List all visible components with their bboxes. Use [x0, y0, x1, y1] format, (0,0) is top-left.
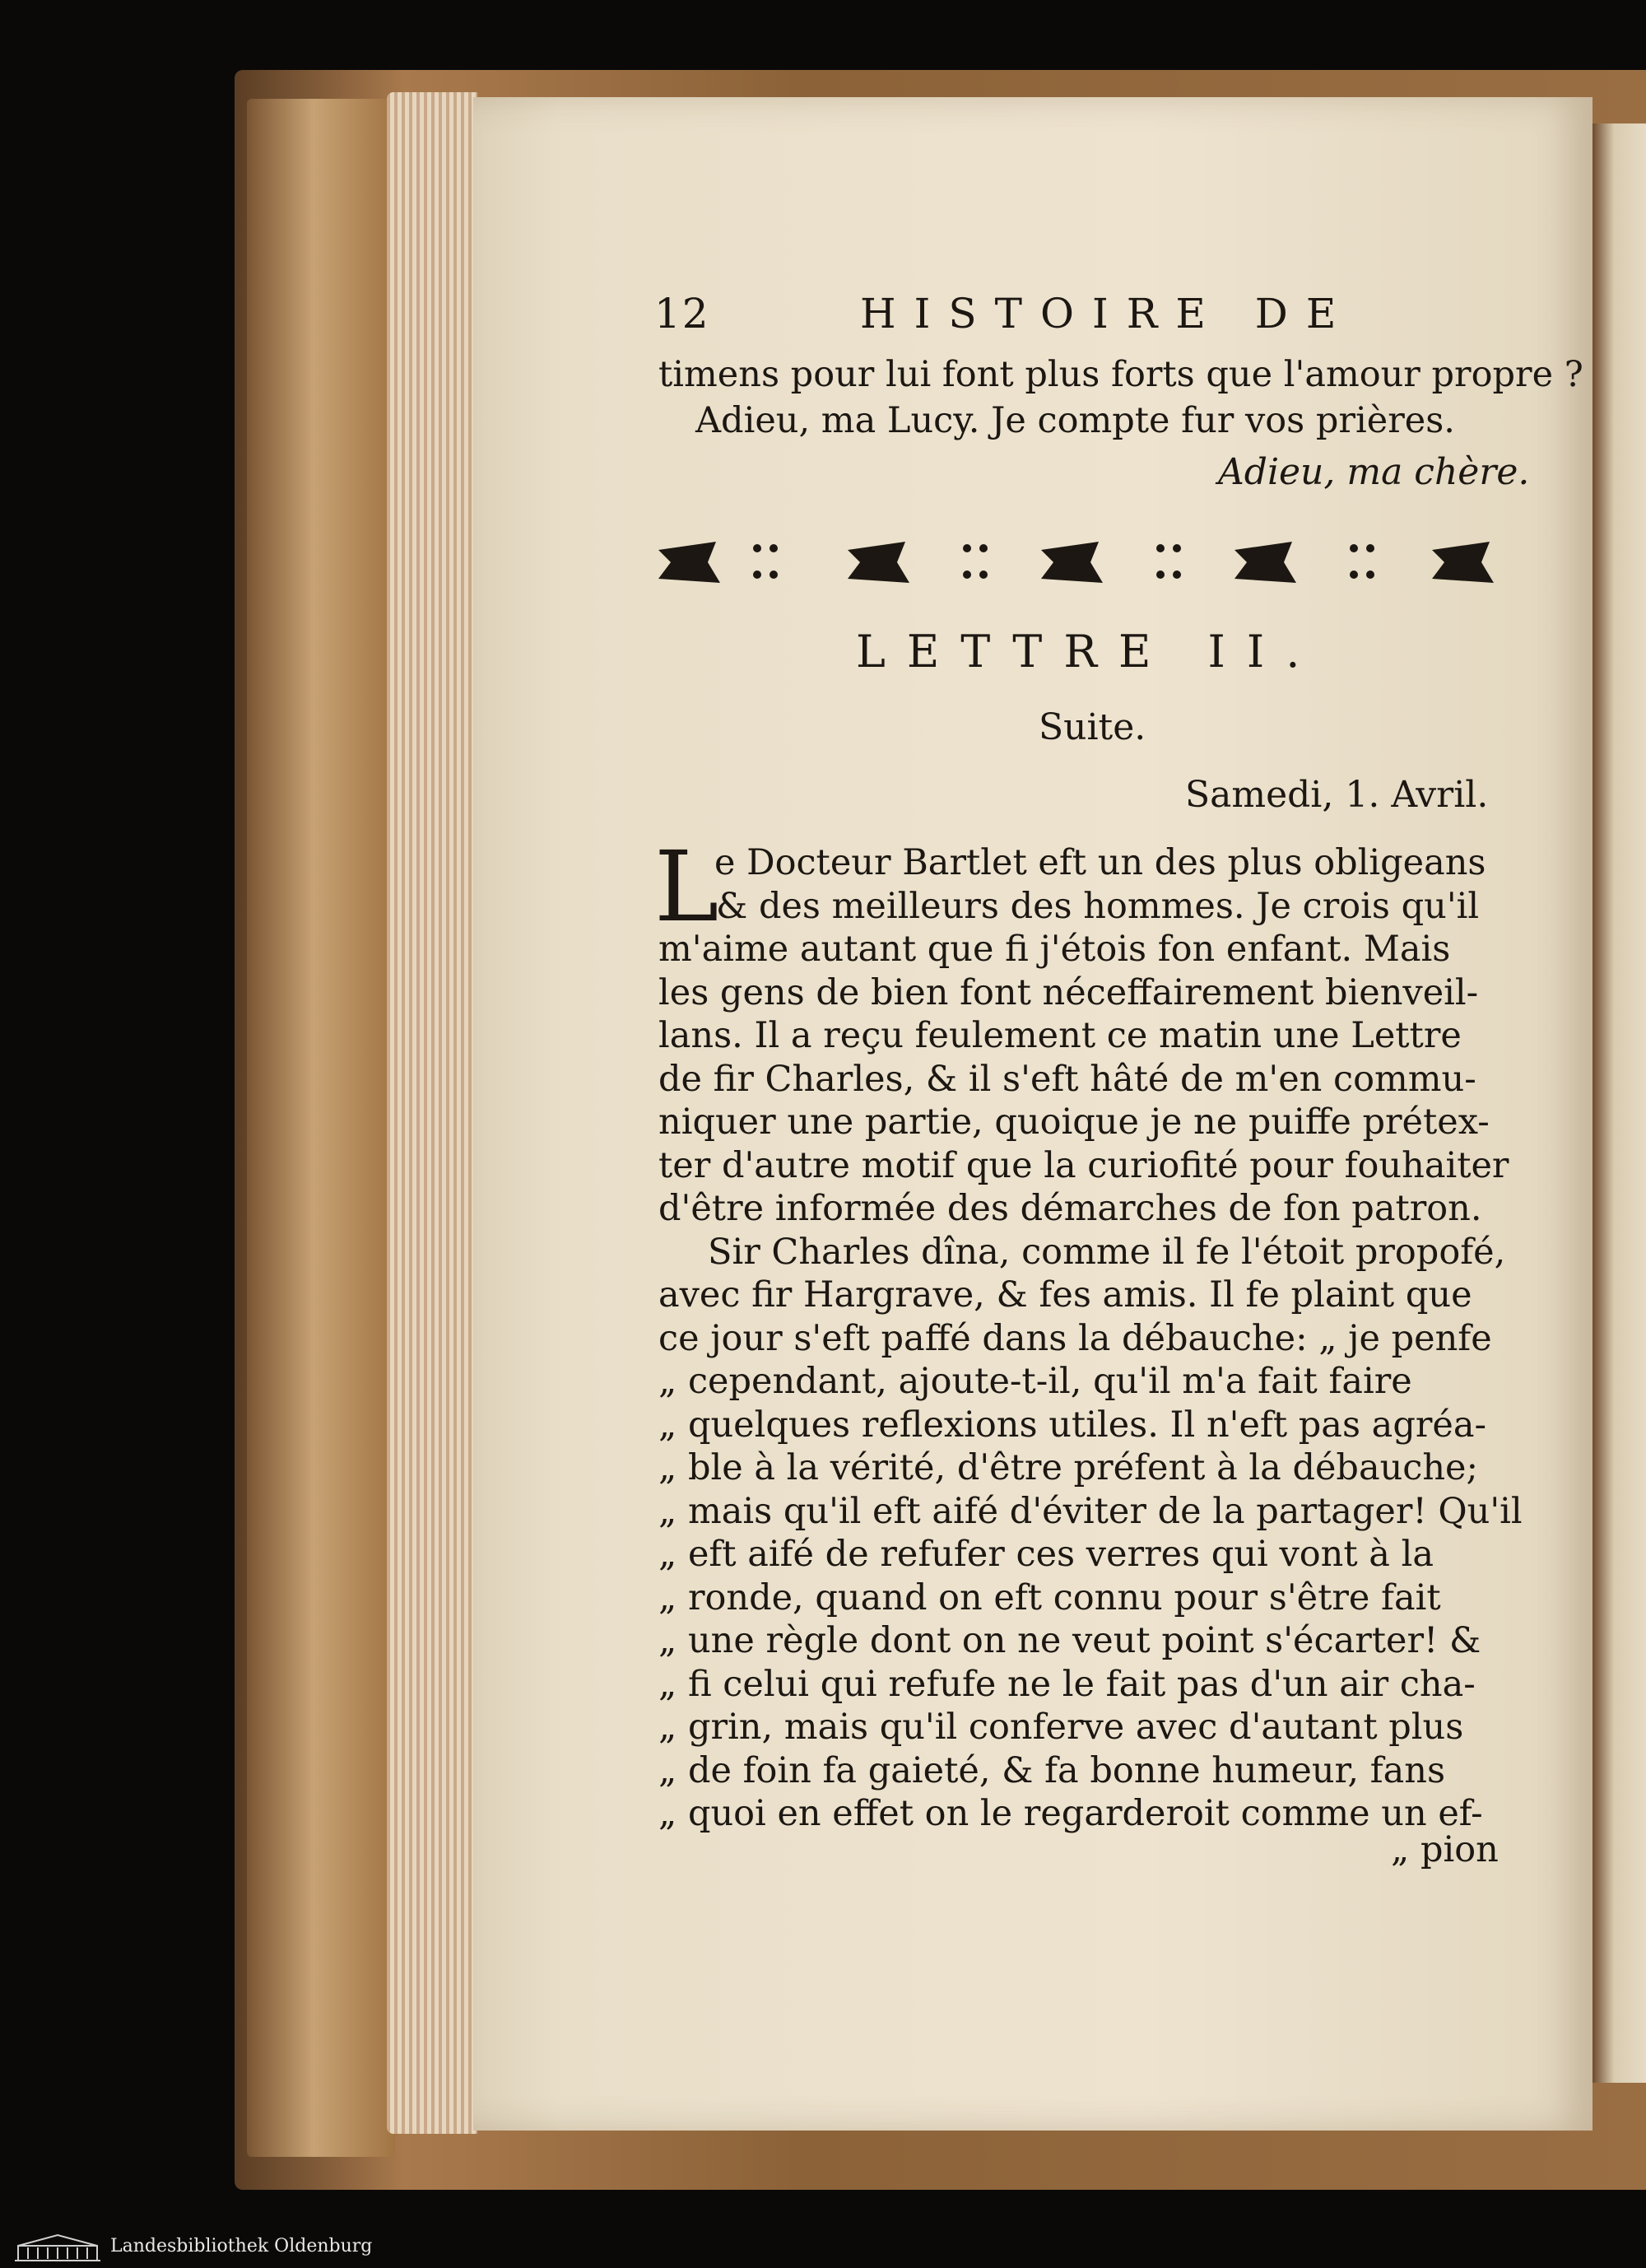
text-line: „ ronde, quand on eft connu pour s'être fait — [658, 1576, 1441, 1618]
text-line: „ quoi en effet on le regarderoit comme un ef- — [658, 1793, 1483, 1834]
date-line: Samedi, 1. Avril. — [1185, 774, 1489, 816]
library-credit: Landesbibliothek Oldenburg — [110, 2236, 373, 2256]
facing-page-edge — [1593, 123, 1646, 2083]
library-building-icon — [12, 2233, 104, 2262]
text-line: timens pour lui font plus forts que l'amour propre ? — [658, 354, 1583, 395]
ornament-divider-icon — [658, 533, 1514, 591]
text-line: „ mais qu'il eft aifé d'éviter de la partager! Qu'il — [658, 1490, 1523, 1532]
text-line: de fir Charles, & il s'eft hâté de m'en commu- — [658, 1058, 1476, 1100]
text-line: les gens de bien font néceffairement bienveil- — [658, 971, 1479, 1013]
text-line: „ de foin fa gaieté, & fa bonne humeur, fans — [658, 1749, 1446, 1791]
page-edges — [387, 92, 477, 2134]
running-head: HISTOIRE DE — [860, 290, 1355, 338]
chapter-title: LETTRE II. — [856, 626, 1322, 678]
chapter-subtitle: Suite. — [1039, 706, 1146, 748]
text-line: „ ble à la vérité, d'être préfent à la débauche; — [658, 1447, 1478, 1488]
text-line: lans. Il a reçu feulement ce matin une Lettre — [658, 1015, 1462, 1056]
letter-signature: Adieu, ma chère. — [1218, 451, 1530, 493]
text-line: Sir Charles dîna, comme il fe l'étoit propofé, — [708, 1231, 1506, 1273]
text-line: avec fir Hargrave, & fes amis. Il fe plaint que — [658, 1274, 1472, 1316]
text-line: niquer une partie, quoique je ne puiffe prétex- — [658, 1101, 1490, 1143]
text-line: & des meilleurs des hommes. Je crois qu'il — [716, 885, 1480, 927]
text-line: ter d'autre motif que la curiofité pour fouhaiter — [658, 1144, 1509, 1186]
text-line: m'aime autant que fi j'étois fon enfant. Mais — [658, 929, 1451, 970]
text-line: „ quelques reflexions utiles. Il n'eft pas agréa- — [658, 1404, 1487, 1446]
text-line: „ eft aifé de refufer ces verres qui vont à la — [658, 1534, 1434, 1575]
catchword: „ pion — [1391, 1829, 1499, 1870]
text-line: d'être informée des démarches de fon patron. — [658, 1188, 1482, 1229]
text-line: „ une règle dont on ne veut point s'écarter! & — [658, 1620, 1481, 1661]
text-line: „ grin, mais qu'il conferve avec d'autant plus — [658, 1707, 1464, 1748]
text-line: Adieu, ma Lucy. Je compte fur vos prières. — [695, 400, 1455, 441]
text-line: e Docteur Bartlet eft un des plus obligeans — [714, 842, 1486, 883]
book-spine — [247, 99, 395, 2157]
text-line: „ fi celui qui refufe ne le fait pas d'un air cha- — [658, 1663, 1476, 1705]
drop-cap: L — [654, 830, 719, 943]
text-line: „ cependant, ajoute-t-il, qu'il m'a fait faire — [658, 1361, 1412, 1402]
page-number: 12 — [654, 290, 710, 338]
text-line: ce jour s'eft paffé dans la débauche: „ je penfe — [658, 1317, 1492, 1359]
